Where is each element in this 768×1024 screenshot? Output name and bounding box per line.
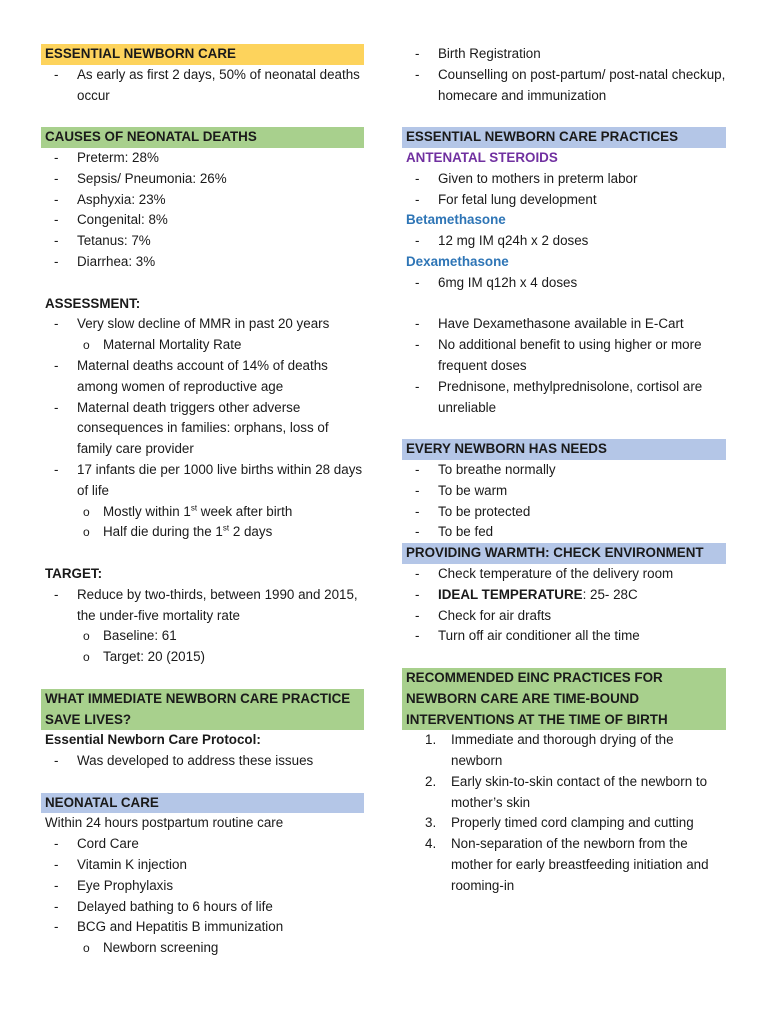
causes-heading: CAUSES OF NEONATAL DEATHS: [41, 127, 364, 148]
list-item: - To be fed: [415, 524, 494, 540]
list-item: - 6mg IM q12h x 4 doses: [415, 274, 578, 290]
sub-list-item: o Newborn screening: [83, 940, 219, 956]
list-item: - Was developed to address these issues: [54, 753, 314, 769]
list-item: - Sepsis/ Pneumonia: 26%: [54, 170, 227, 186]
betamethasone-subheading: Betamethasone: [406, 212, 506, 228]
list-item: - Prednisone, methylprednisolone, cortisol are unreliable: [415, 378, 703, 415]
right-column: [402, 44, 726, 897]
essential-newborn-care-list: [41, 65, 364, 107]
antenatal-steroids-subheading: ANTENATAL STEROIDS: [406, 149, 558, 165]
causes-list: [41, 148, 364, 273]
einc-list: [402, 730, 726, 896]
sub-list-item: o Baseline: 61: [83, 628, 177, 644]
list-item: 4. Non-separation of the newborn from the mother for early breastfeeding initiation and rooming-in: [425, 836, 709, 893]
list-item: - IDEAL TEMPERATURE: 25- 28C: [415, 586, 638, 602]
warmth-list: [402, 564, 726, 647]
neonatal-care-heading: NEONATAL CARE: [41, 793, 364, 814]
neonatal-intro: Within 24 hours postpartum routine care: [45, 815, 284, 831]
dexamethasone-subheading: Dexamethasone: [406, 253, 509, 269]
list-item: - BCG and Hepatitis B immunization: [54, 919, 284, 935]
sub-list-item: o Target: 20 (2015): [83, 649, 205, 665]
left-column: [41, 44, 364, 959]
list-item: - To be protected: [415, 503, 531, 519]
list-item: - Reduce by two-thirds, between 1990 and 2015, the under-five mortality rate: [54, 586, 358, 623]
ideal-temperature-label: IDEAL TEMPERATURE: [438, 586, 583, 602]
sub-list-item: o Maternal Mortality Rate: [83, 337, 242, 353]
list-item: - Vitamin K injection: [54, 857, 187, 873]
list-item: - Maternal deaths account of 14% of deaths among women of reproductive age: [54, 357, 328, 394]
list-item: - No additional benefit to using higher or more frequent doses: [415, 337, 702, 373]
sub-list-item: o Half die during the 1st 2 days: [83, 523, 273, 540]
target-list: [41, 585, 364, 627]
list-item: - 12 mg IM q24h x 2 doses: [415, 233, 589, 249]
list-item: - Counselling on post-partum/ post-natal checkup, homecare and immunization: [415, 66, 726, 103]
list-item: - Very slow decline of MMR in past 20 years: [54, 316, 330, 332]
list-item: - To be warm: [415, 482, 508, 498]
list-item: - Maternal death triggers other adverse consequences in families: orphans, loss of family care provider: [54, 399, 329, 457]
assessment-list: [41, 314, 364, 335]
practices-heading: ESSENTIAL NEWBORN CARE PRACTICES: [402, 127, 726, 148]
list-item: - 17 infants die per 1000 live births within 28 days of life: [54, 461, 363, 498]
essential-newborn-care-heading: ESSENTIAL NEWBORN CARE: [41, 44, 364, 65]
neonatal-list: [41, 834, 364, 938]
list-item: - Turn off air conditioner all the time: [415, 628, 640, 644]
assessment-heading: ASSESSMENT:: [45, 295, 141, 311]
list-item: - To breathe normally: [415, 461, 556, 477]
list-item: 1. Immediate and thorough drying of the newborn: [425, 732, 674, 769]
list-item: - Given to mothers in preterm labor: [415, 170, 638, 186]
list-item: - Asphyxia: 23%: [54, 191, 166, 207]
list-item: - Delayed bathing to 6 hours of life: [54, 898, 273, 914]
list-item: - Cord Care: [54, 836, 139, 852]
list-item: - Tetanus: 7%: [54, 233, 151, 249]
immediate-care-heading: WHAT IMMEDIATE NEWBORN CARE PRACTICE SAVE LIVES?: [41, 689, 364, 731]
list-item: - For fetal lung development: [415, 191, 597, 207]
list-item: - Birth Registration: [415, 46, 541, 61]
einc-heading: RECOMMENDED EINC PRACTICES FOR NEWBORN CARE ARE TIME-BOUND INTERVENTIONS AT THE TIME OF BIRTH: [402, 668, 726, 730]
needs-heading: EVERY NEWBORN HAS NEEDS: [402, 439, 726, 460]
target-heading: TARGET:: [45, 565, 103, 581]
list-item: - Have Dexamethasone available in E-Cart: [415, 316, 684, 332]
list-item: - Congenital: 8%: [54, 212, 168, 228]
warmth-heading: PROVIDING WARMTH: CHECK ENVIRONMENT: [402, 543, 726, 564]
steroid-notes-list: [402, 314, 726, 418]
protocol-list: [41, 751, 364, 772]
list-item: - Eye Prophylaxis: [54, 877, 174, 893]
list-item: - Diarrhea: 3%: [54, 253, 156, 269]
list-item: 2. Early skin-to-skin contact of the newborn to mother’s skin: [425, 773, 708, 810]
list-item: - Check temperature of the delivery room: [415, 565, 674, 581]
list-item: - Preterm: 28%: [54, 149, 159, 165]
list-item: 3. Properly timed cord clamping and cutting: [425, 815, 694, 831]
list-item: - Check for air drafts: [415, 607, 552, 623]
sub-list-item: o Mostly within 1st week after birth: [83, 503, 293, 519]
assessment-sublist: [41, 335, 364, 356]
protocol-label: Essential Newborn Care Protocol:: [45, 732, 261, 748]
needs-list: [402, 460, 726, 543]
top-list: [402, 44, 726, 106]
list-item: - As early as first 2 days, 50% of neonatal deaths occur: [54, 66, 360, 103]
